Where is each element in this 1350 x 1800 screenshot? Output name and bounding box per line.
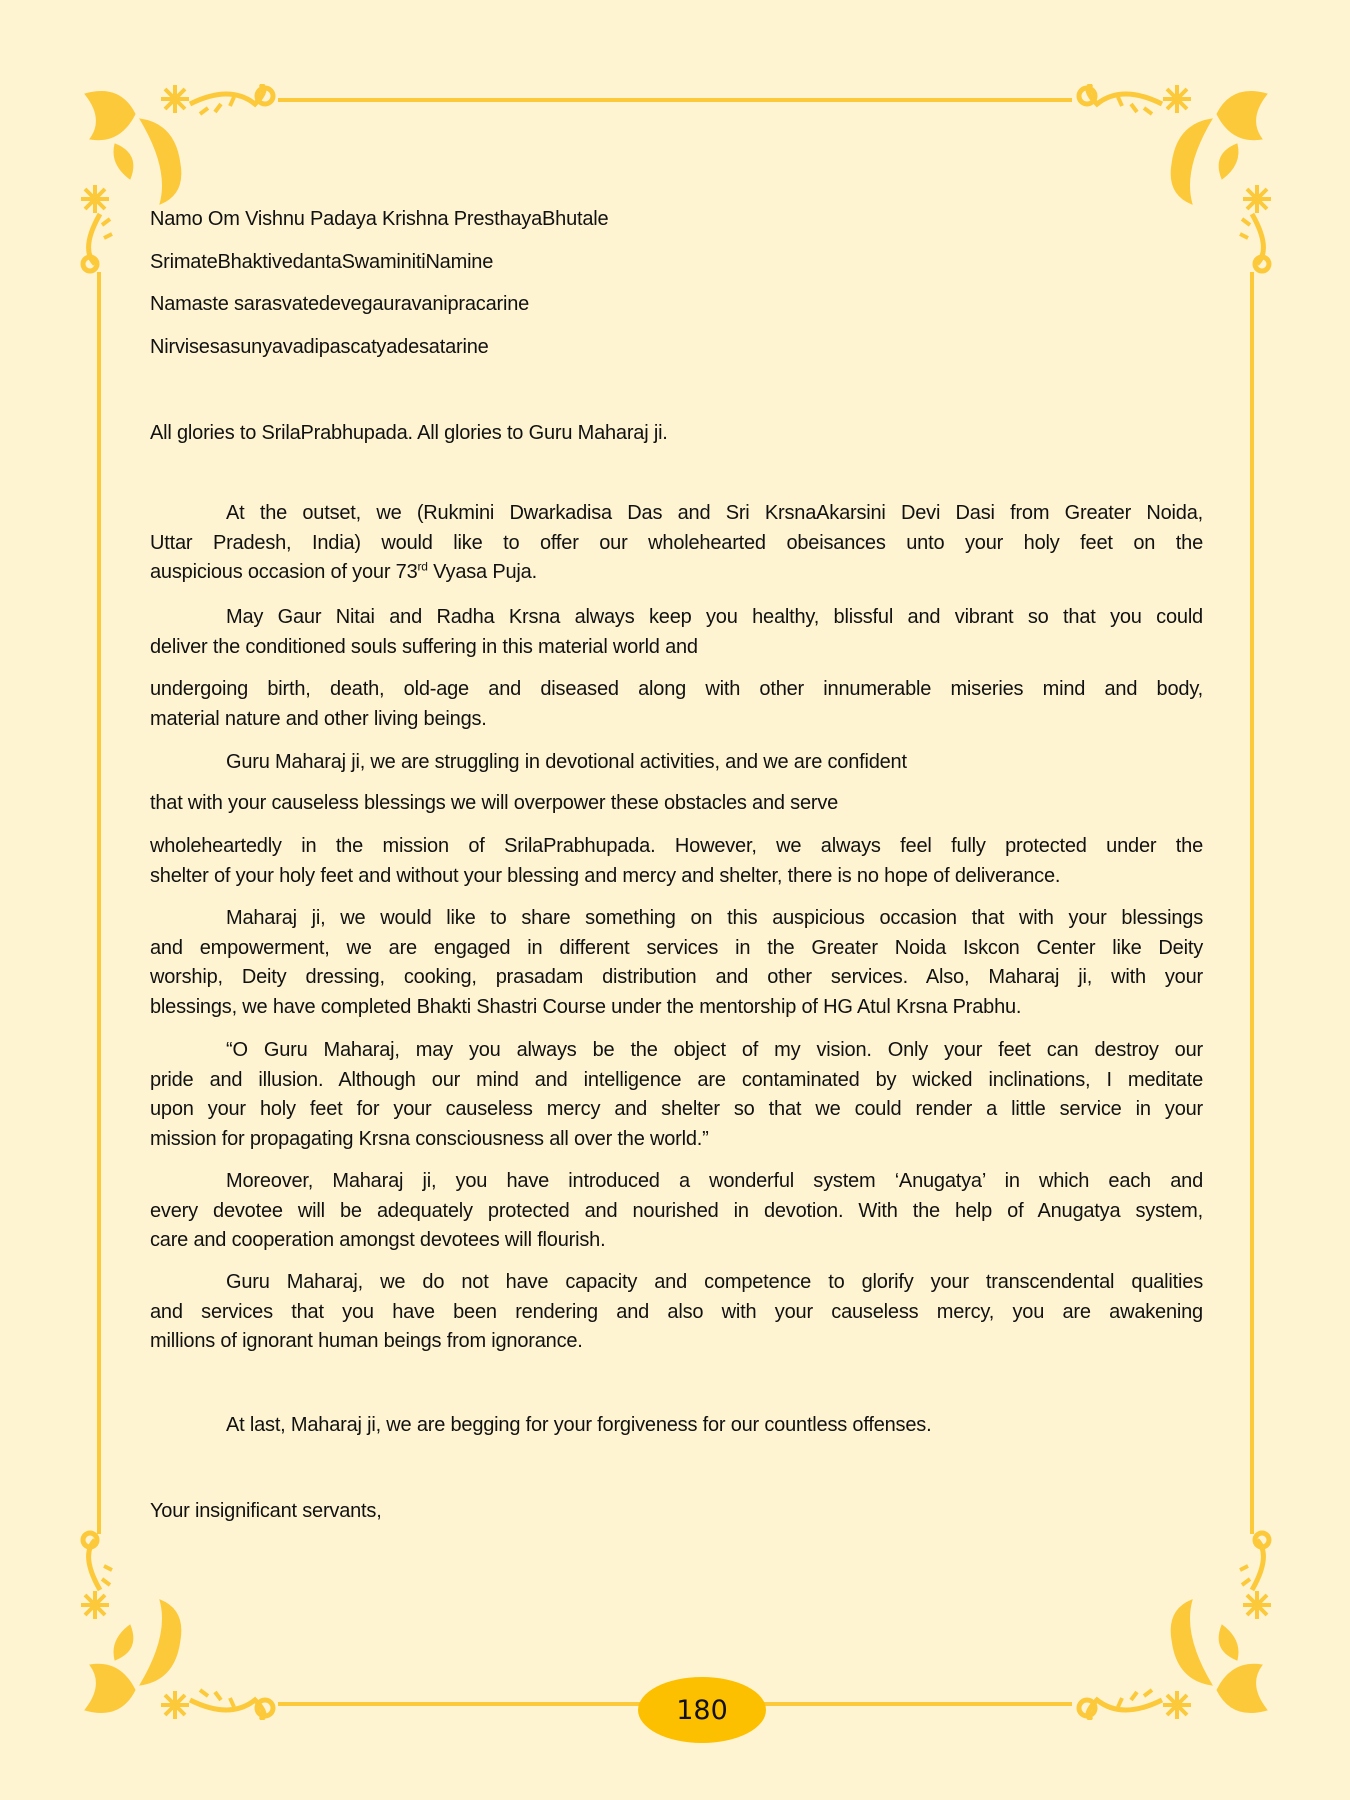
paragraph-line: and empowerment, we are engaged in different services in the Greater Noida Iskcon Center like Deity	[150, 936, 1203, 959]
paragraph	[150, 1268, 1203, 1357]
paragraph	[150, 675, 1203, 734]
paragraph-line: pride and illusion. Although our mind and intelligence are contaminated by wicked inclinations, I meditate	[150, 1068, 1203, 1091]
border-left	[97, 272, 101, 1534]
paragraph-line: shelter of your holy feet and without your blessing and mercy and shelter, there is no hope of deliverance.	[150, 864, 1061, 887]
page-number: 180	[676, 1694, 728, 1726]
paragraph	[150, 832, 1203, 891]
paragraph-line: deliver the conditioned souls suffering in this material world and	[150, 635, 698, 658]
invocation-line: Namo Om Vishnu Padaya Krishna PresthayaBhutale	[150, 208, 609, 230]
page-number-badge	[638, 1677, 766, 1743]
closing: Your insignificant servants,	[150, 1500, 382, 1522]
invocation-line: Nirvisesasunyavadipascatyadesatarine	[150, 335, 489, 358]
paragraph-line: material nature and other living beings.	[150, 707, 487, 730]
border-bottom-left	[278, 1702, 640, 1706]
paragraph	[150, 603, 1203, 662]
border-top	[278, 98, 1072, 102]
paragraph-line: At last, Maharaj ji, we are begging for your forgiveness for our countless offenses.	[226, 1414, 932, 1436]
paragraph-line: and services that you have been rendering and also with your causeless mercy, you are awakening	[150, 1300, 1203, 1323]
paragraph-line: millions of ignorant human beings from ignorance.	[150, 1330, 583, 1352]
invocation-line: SrimateBhaktivedantaSwaminitiNamine	[150, 250, 494, 273]
paragraph-line: that with your causeless blessings we will overpower these obstacles and serve	[150, 792, 839, 814]
invocation	[150, 198, 1203, 368]
paragraph-line: “O Guru Maharaj, may you always be the object of my vision. Only your feet can destroy our	[226, 1039, 1203, 1061]
border-right	[1250, 272, 1254, 1534]
paragraph-line: wholeheartedly in the mission of SrilaPrabhupada. However, we always feel fully protected under the	[150, 835, 1203, 857]
paragraph-line: every devotee will be adequately protected and nourished in devotion. With the help of Anugatya system,	[150, 1199, 1203, 1222]
paragraph	[150, 904, 1203, 1022]
paragraph-line: Guru Maharaj ji, we are struggling in devotional activities, and we are confident	[226, 751, 907, 773]
paragraph	[150, 1036, 1203, 1154]
paragraph	[150, 1167, 1203, 1256]
paragraph-line: blessings, we have completed Bhakti Shastri Course under the mentorship of HG Atul Krsna Prabhu.	[150, 995, 1022, 1018]
paragraph-line: upon your holy feet for your causeless mercy and shelter so that we could render a little service in your	[150, 1098, 1203, 1120]
paragraph	[150, 1411, 1203, 1441]
corner-ornament-bottom-left	[80, 1530, 280, 1720]
paragraph	[150, 748, 1203, 778]
paragraph-line: May Gaur Nitai and Radha Krsna always keep you healthy, blissful and vibrant so that you could	[226, 606, 1203, 628]
border-bottom-right	[764, 1702, 1072, 1706]
paragraph-line: Guru Maharaj, we do not have capacity and competence to glorify your transcendental qualities	[226, 1271, 1203, 1293]
paragraph-line: undergoing birth, death, old-age and diseased along with other innumerable miseries mind and body,	[150, 678, 1203, 700]
corner-ornament-bottom-right	[1072, 1530, 1272, 1720]
paragraph-outset: At the outset, we (Rukmini Dwarkadisa Das and Sri KrsnaAkarsini Devi Dasi from Greater Noida, Uttar Pradesh, India) would like to offer our wholehearted obeisances unto your holy feet on the auspicious occasion of your 73rd Vyasa Puja.	[150, 502, 1203, 583]
paragraph-line: Moreover, Maharaj ji, you have introduced a wonderful system ‘Anugatya’ in which each and	[226, 1170, 1203, 1192]
paragraph-line: Maharaj ji, we would like to share something on this auspicious occasion that with your blessings	[226, 907, 1203, 929]
paragraph	[150, 789, 1203, 819]
glories-line: All glories to SrilaPrabhupada. All glories to Guru Maharaj ji.	[150, 422, 668, 444]
paragraph-line: mission for propagating Krsna consciousness all over the world.”	[150, 1127, 709, 1150]
invocation-line: Namaste sarasvatedevegauravanipracarine	[150, 293, 530, 315]
paragraph-line: worship, Deity dressing, cooking, prasadam distribution and other services. Also, Maharaj ji, with your	[150, 966, 1203, 988]
paragraph-line: care and cooperation amongst devotees will flourish.	[150, 1229, 606, 1251]
